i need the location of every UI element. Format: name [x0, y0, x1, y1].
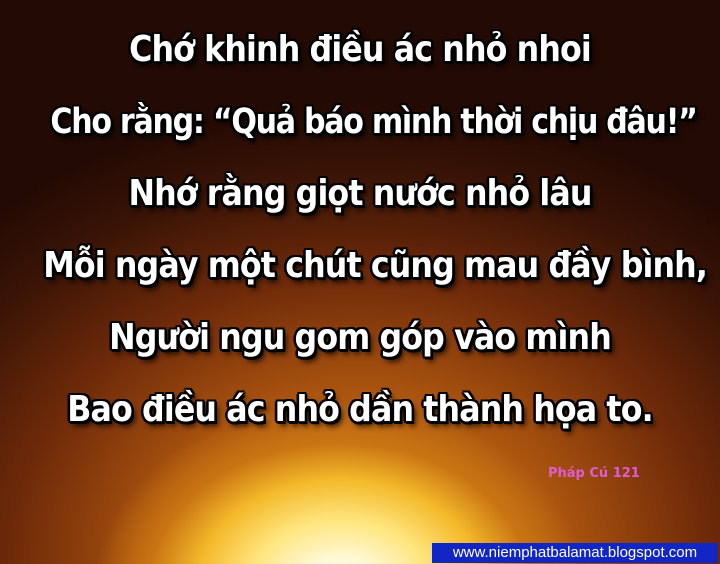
poem-line-1: Chớ khinh điều ác nhỏ nhoi	[129, 29, 591, 70]
source-citation: Pháp Cú 121	[548, 466, 640, 481]
poem-line-5: Người ngu gom góp vào mình	[109, 317, 611, 358]
poem-line-3: Nhớ rằng giọt nước nhỏ lâu	[128, 173, 592, 214]
poem-text	[0, 14, 720, 446]
poem-line-4: Mỗi ngày một chút cũng mau đầy bình,	[43, 245, 707, 286]
website-watermark: www.niemphatbalamat.blogspot.com	[432, 543, 718, 563]
poem-line-6: Bao điều ác nhỏ dần thành họa to.	[67, 389, 653, 430]
poem-line-2: Cho rằng: “Quả báo mình thời chịu đâu!”	[50, 102, 697, 142]
